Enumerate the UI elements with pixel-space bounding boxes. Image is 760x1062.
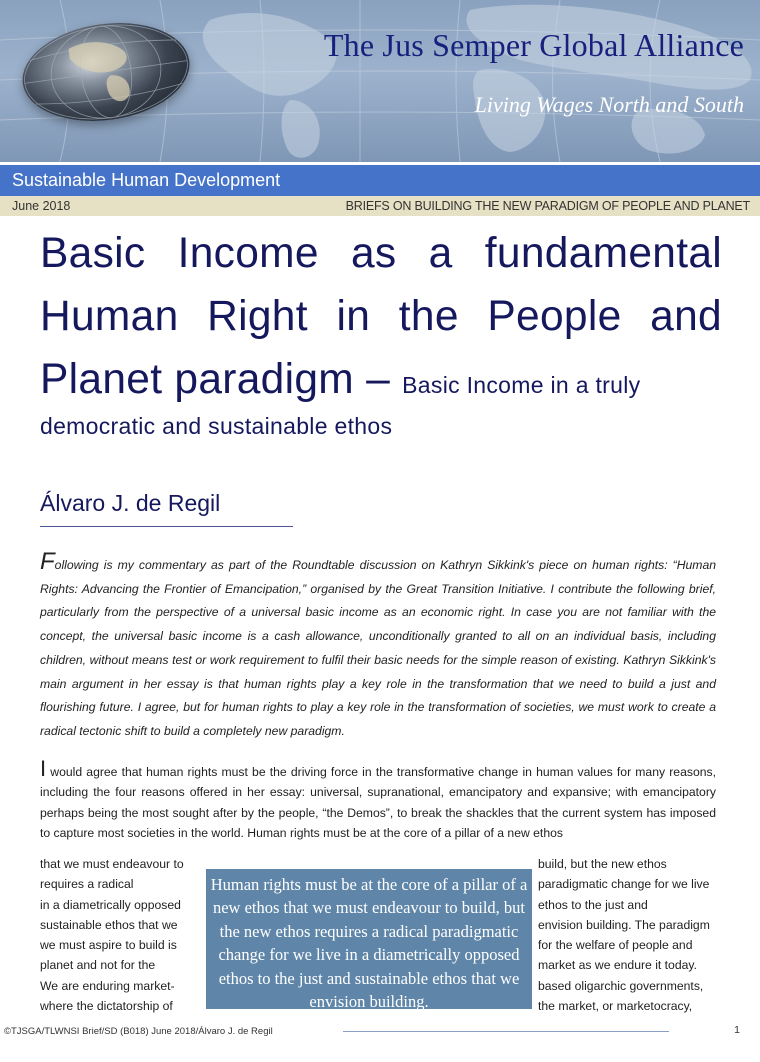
- left-line: We are enduring market-: [40, 978, 175, 993]
- left-line: requires a radical: [40, 877, 134, 892]
- org-name: The Jus Semper Global Alliance: [323, 27, 744, 63]
- org-tagline: Living Wages North and South: [474, 92, 744, 117]
- body-paragraph: [40, 756, 716, 843]
- pull-quote: Human rights must be at the core of a pillar of a new ethos that we must endeavour to build, but the new ethos requires a radical paradigmatic change for we live in a diametrically opposed ethos to the just and sustainable ethos that we envision building.: [206, 869, 532, 1009]
- right-line: envision building. The paradigm: [538, 917, 710, 932]
- right-line: based oligarchic governments,: [538, 978, 704, 993]
- title-main: Basic Income as a fundamental Human Right in the People and Planet paradigm –: [40, 230, 722, 403]
- right-line: for the welfare of people and: [538, 938, 693, 953]
- date-bar: [0, 196, 760, 216]
- footer-divider: [343, 1031, 669, 1032]
- right-line: build, but the new ethos: [538, 857, 667, 871]
- author-divider: [40, 526, 293, 527]
- footer-citation: ©TJSGA/TLWNSI Brief/SD (B018) June 2018/Álvaro J. de Regil: [4, 1026, 273, 1037]
- left-text-column: [40, 854, 184, 1016]
- body-text: would agree that human rights must be the driving force in the transformative change in human values for many reasons, including the four reasons offered in her essay: universal, supranational, emancipatory and expansive; with emancipatory perhaps being the most sought after by the people, “the Demos”, to break the shackles that the current system has imposed to capture most societies in the world. Human rights must be at the core of a pillar of a new ethos: [40, 765, 716, 840]
- right-line: market as we endure it today.: [538, 958, 697, 973]
- left-line: we must aspire to build is: [40, 938, 177, 953]
- right-text-column: [538, 854, 710, 1016]
- article-title: [40, 222, 722, 441]
- page-number: 1: [734, 1024, 740, 1036]
- author-name: Álvaro J. de Regil: [40, 490, 221, 516]
- intro-paragraph: [40, 548, 716, 744]
- intro-text: ollowing is my commentary as part of the Roundtable discussion on Kathryn Sikkink's piece on human rights: “Human Rights: Advancing the Frontier of Emancipation,” organised by the Great Transition Initiative. I contribute the following brief, particularly from the perspective of a universal basic income as an economic right. In case you are not familiar with the concept, the universal basic income is a cash allowance, unconditionally granted to all on an individual basis, including children, without means test or work requirement to fulfil their basic needs for the simple reason of existing. Kathryn Sikkink's main argument in her essay is that human rights play a key role in the transformation that we need to build a just and flourishing future. I agree, but for human rights to play a key role in the transformation of societies, we must work to create a radical tectonic shift to build a completely new paradigm.: [40, 558, 716, 738]
- section-bar: [0, 165, 760, 196]
- intro-dropcap: F: [40, 548, 55, 575]
- right-line: the market, or marketocracy,: [538, 999, 693, 1014]
- publication-date: June 2018: [12, 199, 71, 213]
- right-line: paradigmatic change for we live: [538, 877, 710, 892]
- left-line: in a diametrically opposed: [40, 897, 181, 912]
- title-sub-part1: Basic Income in a truly: [402, 372, 641, 398]
- left-line: where the dictatorship of: [40, 999, 173, 1014]
- left-line: planet and not for the: [40, 958, 156, 973]
- left-line: sustainable ethos that we: [40, 917, 178, 932]
- series-label: BRIEFS ON BUILDING THE NEW PARADIGM OF PEOPLE AND PLANET: [345, 199, 750, 213]
- body-dropcap: I: [40, 756, 47, 781]
- title-sub-part2: democratic and sustainable ethos: [40, 413, 393, 439]
- header-banner: [0, 0, 760, 162]
- section-label: Sustainable Human Development: [12, 170, 281, 190]
- left-line: that we must endeavour to: [40, 857, 184, 871]
- right-line: ethos to the just and: [538, 897, 648, 912]
